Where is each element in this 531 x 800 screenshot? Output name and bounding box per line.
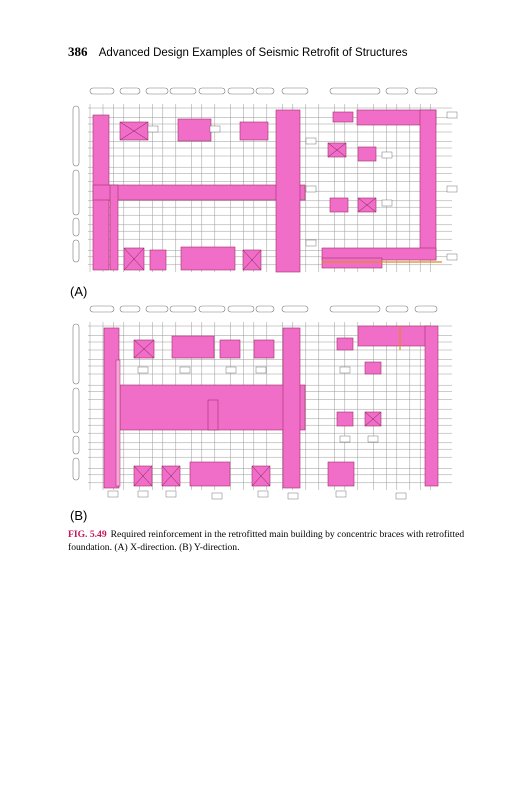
reinf-zone — [220, 340, 240, 358]
grid-tag — [210, 126, 220, 132]
axis-bubble-group — [282, 306, 308, 312]
reinf-zone — [365, 362, 381, 374]
reinf-zone — [93, 185, 305, 200]
axis-bubble-group — [199, 306, 225, 312]
reinf-zone — [116, 360, 120, 486]
grid-tag — [382, 200, 392, 206]
grid-tag — [138, 367, 148, 373]
axis-bubble-group — [90, 306, 114, 312]
axis-bubble-group — [73, 324, 79, 384]
grid-tag — [212, 493, 222, 499]
axis-bubble-group — [330, 88, 380, 94]
grid-tag — [382, 152, 392, 158]
reinf-zone — [172, 336, 214, 358]
axis-bubble-group — [256, 88, 274, 94]
axis-bubble-group — [73, 170, 79, 215]
axis-bubble-group — [228, 88, 254, 94]
reinf-zone — [358, 326, 430, 346]
panel-label-a: (A) — [70, 284, 88, 299]
reinf-zone — [208, 400, 218, 430]
reinf-zone — [322, 258, 382, 268]
grid-tag — [258, 491, 268, 497]
reinf-zone — [181, 247, 235, 270]
axis-bubble-group — [170, 306, 196, 312]
grid-tag — [138, 491, 148, 497]
reinf-zone — [333, 112, 353, 122]
axis-bubble-group — [146, 306, 168, 312]
axis-bubble-group — [330, 306, 380, 312]
plan-a — [70, 82, 466, 282]
grid-tag — [256, 367, 266, 373]
axis-bubble-group — [199, 88, 225, 94]
running-title: Advanced Design Examples of Seismic Retrofit of Structures — [98, 47, 408, 59]
grid-tag — [306, 138, 316, 144]
axis-bubble-group — [282, 88, 308, 94]
reinf-zone — [425, 326, 438, 486]
reinf-zone — [240, 122, 268, 140]
figure-id: FIG. 5.49 — [68, 529, 107, 540]
grid-tag — [306, 240, 316, 246]
grid-tag — [447, 254, 457, 260]
grid-tag — [108, 491, 118, 497]
reinf-zone — [190, 462, 230, 486]
axis-bubble-group — [415, 306, 437, 312]
axis-bubble-group — [146, 88, 168, 94]
grid-tag — [447, 186, 457, 192]
axis-bubble-group — [73, 458, 79, 480]
axis-bubble-group — [90, 88, 114, 94]
axis-bubble-group — [73, 436, 79, 454]
figure-caption — [68, 528, 468, 554]
axis-bubble-group — [120, 88, 140, 94]
axis-bubble-group — [228, 306, 254, 312]
axis-bubble-group — [415, 88, 437, 94]
grid-tag — [336, 491, 346, 497]
grid-tag — [368, 436, 378, 442]
reinf-zone — [254, 340, 274, 358]
reinf-zone — [420, 110, 436, 260]
grid-tag — [288, 493, 298, 499]
grid-tag — [166, 491, 176, 497]
reinf-zone — [330, 198, 348, 212]
reinf-zone — [178, 119, 211, 141]
axis-bubble-group — [386, 306, 408, 312]
grid-tag — [340, 436, 350, 442]
axis-bubble-group — [73, 240, 79, 262]
reinf-zone — [337, 338, 353, 350]
reinf-zone — [276, 110, 300, 272]
grid-tag — [396, 493, 406, 499]
reinf-zone — [358, 147, 376, 161]
page-number: 386 — [68, 44, 88, 59]
plan-b — [70, 300, 466, 505]
grid-tag — [340, 367, 350, 373]
grid-tag — [226, 367, 236, 373]
axis-bubble-group — [120, 306, 140, 312]
grid-tag — [180, 367, 190, 373]
axis-bubble-group — [386, 88, 408, 94]
reinf-zone — [337, 412, 353, 426]
axis-bubble-group — [256, 306, 274, 312]
axis-bubble-group — [73, 106, 79, 166]
axis-bubble-group — [170, 88, 196, 94]
axis-bubble-group — [73, 388, 79, 433]
caption-text: Required reinforcement in the retrofitted main building by concentric braces with retrofitted foundation. (A) X-direction. (B) Y-direction. — [68, 529, 465, 553]
axis-bubble-group — [73, 218, 79, 236]
reinf-zone — [110, 185, 118, 270]
grid-tag — [148, 126, 158, 132]
grid-tag — [447, 112, 457, 118]
reinf-zone — [328, 462, 354, 486]
reinf-zone — [150, 250, 166, 270]
panel-label-b: (B) — [70, 508, 88, 523]
reinf-zone — [283, 328, 300, 488]
grid-tag — [306, 186, 316, 192]
